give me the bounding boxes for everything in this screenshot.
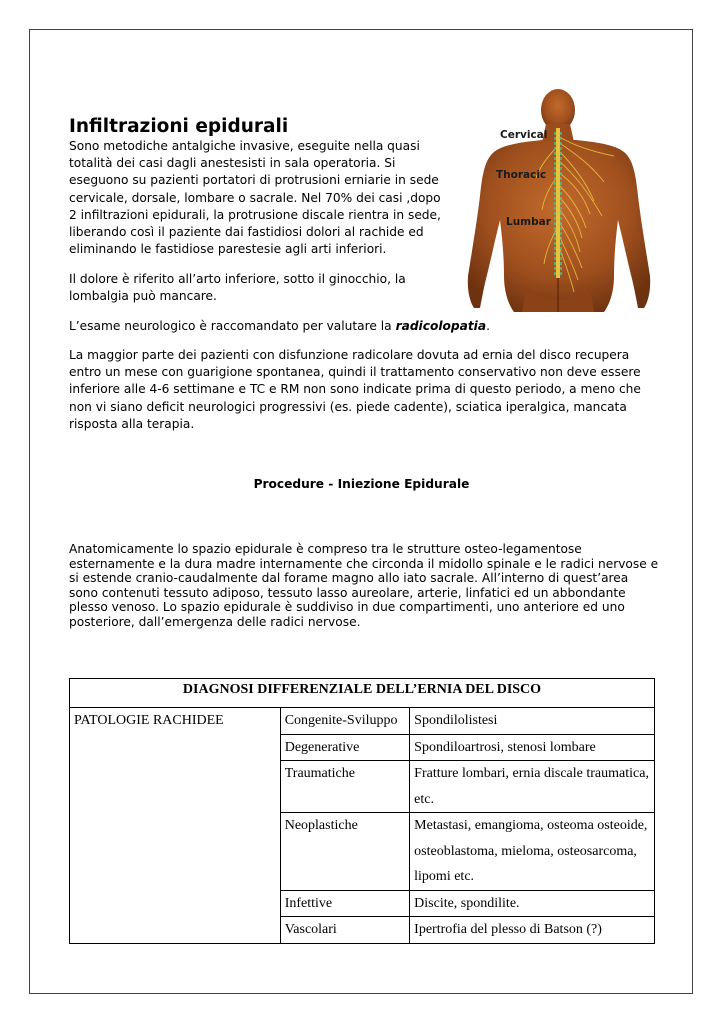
table-examples-cell: Discite, spondilite. (410, 890, 655, 917)
table-group-cell: PATOLOGIE RACHIDEE (70, 708, 281, 944)
table-category-cell: Infettive (280, 890, 409, 917)
label-cervical: Cervical (500, 129, 548, 141)
anatomy-paragraph: Anatomicamente lo spazio epidurale è compreso tra le strutture osteo-legamentose esternamente e la dura madre internamente che circonda il midollo spinale e le radici nervose e si estende cranio-caudalmente dal forame magno allo iato sacrale. All’interno di quest’area sono contenuti tessuto adiposo, tessuto lasso aureolare, arterie, linfatici ed un abbondante plesso venoso. Lo spazio epidurale è suddiviso in due compartimenti, uno anteriore ed uno posteriore, dall’emergenza delle radici nervose. (69, 542, 659, 629)
radiculopathy-term: radicolopatia (395, 319, 487, 333)
table-header: DIAGNOSI DIFFERENZIALE DELL’ERNIA DEL DISCO (70, 679, 655, 708)
pain-paragraph: Il dolore è riferito all’arto inferiore, sotto il ginocchio, la lombalgia può mancare. (69, 272, 406, 304)
table-examples-cell: Spondiloartrosi, stenosi lombare (410, 734, 655, 761)
table-category-cell: Vascolari (280, 917, 409, 944)
table-header-row (70, 679, 655, 708)
label-lumbar: Lumbar (506, 216, 551, 228)
page-title: Infiltrazioni epidurali (69, 116, 289, 137)
label-thoracic: Thoracic (496, 169, 547, 181)
spine-back-illustration (464, 86, 652, 312)
neuro-exam-period: . (486, 319, 490, 333)
table-examples-cell: Ipertrofia del plesso di Batson (?) (410, 917, 655, 944)
table-examples-cell: Metastasi, emangioma, osteoma osteoide, osteoblastoma, mieloma, osteosarcoma, lipomi etc. (410, 813, 655, 891)
table-category-cell: Degenerative (280, 734, 409, 761)
table-examples-cell: Spondilolistesi (410, 708, 655, 735)
neuro-exam-paragraph (69, 318, 629, 335)
table-examples-cell: Fratture lombari, ernia discale traumatica, etc. (410, 761, 655, 813)
procedure-heading: Procedure - Iniezione Epidurale (253, 477, 470, 491)
table-row (70, 708, 655, 735)
table-category-cell: Neoplastiche (280, 813, 409, 891)
table-category-cell: Congenite-Sviluppo (280, 708, 409, 735)
recovery-paragraph: La maggior parte dei pazienti con disfunzione radicolare dovuta ad ernia del disco recupera entro un mese con guarigione spontanea, quindi il trattamento conservativo non deve essere inferiore alle 4-6 settimane e TC e RM non sono indicate prima di questo periodo, a meno che non vi siano deficit neurologici progressivi (es. piede cadente), sciatica iperalgica, mancata risposta alla terapia. (69, 348, 641, 431)
differential-diagnosis-table (69, 678, 655, 944)
intro-paragraph: Sono metodiche antalgiche invasive, eseguite nella quasi totalità dei casi dagli anestesisti in sala operatoria. Si eseguono su pazienti portatori di protrusioni erniarie in sede cervicale, dorsale, lombare o sacrale. Nel 70% dei casi ,dopo 2 infiltrazioni epidurali, la protrusione discale rientra in sede, liberando così il paziente dai fastidiosi dolori al rachide ed eliminando le fastidiose parestesie agli arti inferiori. (69, 139, 441, 257)
table-category-cell: Traumatiche (280, 761, 409, 813)
neuro-exam-text: L’esame neurologico è raccomandato per valutare la (69, 319, 392, 333)
